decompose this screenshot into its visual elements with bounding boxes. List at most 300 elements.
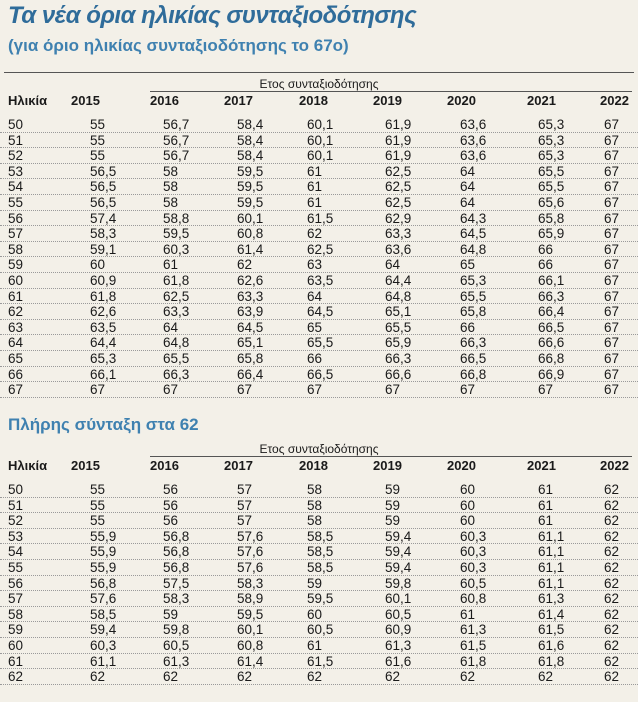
table-row — [0, 482, 638, 498]
table-cell: 60,1 — [237, 210, 264, 226]
column-header: 2016 — [150, 93, 179, 108]
table-cell: 57,6 — [237, 559, 264, 575]
row-age-cell: 60 — [8, 272, 24, 288]
table-row — [0, 242, 638, 258]
table-cell: 66 — [538, 257, 554, 273]
row-age-cell: 50 — [8, 117, 24, 132]
table-cell: 65,5 — [307, 335, 334, 351]
table-cell: 64 — [460, 163, 476, 179]
table-cell: 60,5 — [385, 606, 412, 622]
table-cell: 67 — [604, 179, 620, 195]
table-row — [0, 622, 638, 638]
table-row — [0, 576, 638, 592]
column-header: 2017 — [224, 458, 253, 473]
table-cell: 55,9 — [90, 528, 117, 544]
table-row — [0, 351, 638, 367]
table-cell: 56,7 — [163, 117, 190, 132]
table-cell: 67 — [163, 382, 179, 398]
table-cell: 56,7 — [163, 148, 190, 164]
table-cell: 58,5 — [307, 544, 334, 560]
table-cell: 62,5 — [163, 288, 190, 304]
table-cell: 59,5 — [237, 179, 264, 195]
table-cell: 57,6 — [237, 544, 264, 560]
page-title: Τα νέα όρια ηλικίας συνταξιοδότησης — [8, 2, 417, 29]
table-cell: 67 — [604, 335, 620, 351]
table-cell: 62 — [460, 669, 476, 685]
table-cell: 61 — [163, 257, 179, 273]
row-age-cell: 59 — [8, 622, 24, 638]
row-age-cell: 51 — [8, 497, 24, 513]
table-row — [0, 273, 638, 289]
table-cell: 64 — [385, 257, 401, 273]
table-cell: 64,5 — [460, 226, 487, 242]
table-cell: 66,6 — [385, 366, 412, 382]
table-cell: 62 — [604, 544, 620, 560]
row-age-cell: 54 — [8, 179, 24, 195]
table-cell: 64,8 — [460, 241, 487, 257]
row-age-cell: 53 — [8, 528, 24, 544]
table-cell: 67 — [604, 304, 620, 320]
table-cell: 62,9 — [385, 210, 412, 226]
table-cell: 61,1 — [90, 653, 117, 669]
table-cell: 62 — [604, 591, 620, 607]
table-cell: 62 — [604, 622, 620, 638]
table-cell: 61,3 — [163, 653, 190, 669]
table-cell: 62 — [90, 669, 106, 685]
table-cell: 66,5 — [538, 319, 565, 335]
table-cell: 58,3 — [90, 226, 117, 242]
table-cell: 67 — [307, 382, 323, 398]
table-cell: 62 — [604, 513, 620, 529]
table-cell: 60 — [460, 513, 476, 529]
table-cell: 62 — [604, 497, 620, 513]
table-cell: 66,3 — [538, 288, 565, 304]
table-row — [0, 638, 638, 654]
table-cell: 56 — [163, 513, 179, 529]
table-cell: 62 — [237, 669, 253, 685]
table-cell: 66,3 — [385, 350, 412, 366]
table1-caption-rule — [150, 91, 632, 92]
table-cell: 62,5 — [385, 179, 412, 195]
row-age-cell: 55 — [8, 194, 24, 210]
table-cell: 61,5 — [460, 637, 487, 653]
table-cell: 59,5 — [163, 226, 190, 242]
row-age-cell: 53 — [8, 163, 24, 179]
table2-header-row — [0, 458, 638, 474]
table-cell: 66,4 — [237, 366, 264, 382]
row-age-cell: 56 — [8, 575, 24, 591]
table-cell: 65 — [307, 319, 323, 335]
table-cell: 66,3 — [163, 366, 190, 382]
table-cell: 60,1 — [385, 591, 412, 607]
table-cell: 65,6 — [538, 194, 565, 210]
page-subtitle: (για όριο ηλικίας συνταξιοδότησης το 67ο) — [8, 36, 349, 55]
table-cell: 65,8 — [237, 350, 264, 366]
table1-header-row — [0, 93, 638, 109]
table1-caption: Ετος συνταξιοδότησης — [259, 77, 379, 91]
table-cell: 66 — [460, 319, 476, 335]
table-cell: 57,4 — [90, 210, 117, 226]
table-cell: 60,8 — [237, 226, 264, 242]
table-cell: 66,8 — [538, 350, 565, 366]
table-cell: 62 — [604, 528, 620, 544]
table-cell: 56,8 — [90, 575, 117, 591]
table-cell: 63,6 — [460, 132, 487, 148]
table-row — [0, 544, 638, 560]
table-cell: 59,4 — [90, 622, 117, 638]
table-cell: 63 — [307, 257, 323, 273]
table-cell: 67 — [604, 350, 620, 366]
table-cell: 59,4 — [385, 528, 412, 544]
table-cell: 57,6 — [237, 528, 264, 544]
table-row — [0, 669, 638, 685]
row-age-cell: 54 — [8, 544, 24, 560]
table-cell: 65,3 — [538, 148, 565, 164]
column-header: 2015 — [71, 93, 100, 108]
table-row — [0, 529, 638, 545]
table-cell: 60,1 — [307, 117, 334, 132]
table-cell: 60,9 — [385, 622, 412, 638]
table-cell: 59 — [385, 497, 401, 513]
table-cell: 64,5 — [307, 304, 334, 320]
table-cell: 67 — [604, 319, 620, 335]
table-cell: 61,4 — [538, 606, 565, 622]
row-age-cell: 60 — [8, 637, 24, 653]
table-row — [0, 257, 638, 273]
table-cell: 62 — [163, 669, 179, 685]
table-cell: 67 — [604, 117, 620, 132]
column-header: 2021 — [527, 458, 556, 473]
table-cell: 66,5 — [460, 350, 487, 366]
table-cell: 65,5 — [538, 179, 565, 195]
column-header: 2020 — [447, 458, 476, 473]
table-cell: 58,8 — [163, 210, 190, 226]
table-cell: 59 — [163, 606, 179, 622]
table-cell: 65,8 — [460, 304, 487, 320]
table-cell: 67 — [604, 272, 620, 288]
table-cell: 60,5 — [460, 575, 487, 591]
table2-body — [0, 482, 638, 685]
table-cell: 60,5 — [163, 637, 190, 653]
table-cell: 56 — [163, 497, 179, 513]
table-cell: 59,4 — [385, 544, 412, 560]
table-cell: 66 — [538, 241, 554, 257]
table-cell: 56 — [163, 482, 179, 497]
table-cell: 55 — [90, 117, 106, 132]
table2-caption-rule — [150, 456, 632, 457]
table2-caption: Ετος συνταξιοδότησης — [259, 442, 379, 456]
table-row — [0, 226, 638, 242]
table-cell: 60 — [460, 482, 476, 497]
table-cell: 65,9 — [385, 335, 412, 351]
table-cell: 64,4 — [385, 272, 412, 288]
table-cell: 67 — [460, 382, 476, 398]
table-cell: 58,4 — [237, 148, 264, 164]
table-cell: 58 — [163, 179, 179, 195]
table-cell: 60 — [460, 497, 476, 513]
table-row — [0, 195, 638, 211]
table-cell: 61,1 — [538, 544, 565, 560]
table-row — [0, 607, 638, 623]
table-row — [0, 382, 638, 398]
table-cell: 59,4 — [385, 559, 412, 575]
table-cell: 61,8 — [538, 653, 565, 669]
row-age-cell: 52 — [8, 513, 24, 529]
table-cell: 62 — [307, 226, 323, 242]
table-cell: 60,1 — [307, 132, 334, 148]
table-cell: 56,8 — [163, 544, 190, 560]
table-row — [0, 591, 638, 607]
table-cell: 56,7 — [163, 132, 190, 148]
row-age-cell: 55 — [8, 559, 24, 575]
table-cell: 63,5 — [307, 272, 334, 288]
table-cell: 65,5 — [385, 319, 412, 335]
table-cell: 59 — [307, 575, 323, 591]
table-cell: 66 — [307, 350, 323, 366]
column-header: 2019 — [373, 93, 402, 108]
table-cell: 64 — [460, 179, 476, 195]
table-cell: 58,4 — [237, 117, 264, 132]
table-cell: 59,8 — [385, 575, 412, 591]
table-cell: 59,5 — [237, 194, 264, 210]
table-cell: 67 — [604, 163, 620, 179]
row-age-cell: 50 — [8, 482, 24, 497]
column-header: 2018 — [299, 93, 328, 108]
table-row — [0, 320, 638, 336]
table-cell: 64,4 — [90, 335, 117, 351]
table-cell: 63,6 — [460, 148, 487, 164]
table-cell: 61,1 — [538, 528, 565, 544]
table-cell: 55 — [90, 132, 106, 148]
table-cell: 55 — [90, 482, 106, 497]
table-cell: 60,8 — [460, 591, 487, 607]
table-cell: 67 — [604, 241, 620, 257]
table-cell: 66,1 — [90, 366, 117, 382]
table-cell: 61,1 — [538, 559, 565, 575]
row-age-cell: 58 — [8, 606, 24, 622]
table-row — [0, 560, 638, 576]
table-cell: 63,5 — [90, 319, 117, 335]
table-cell: 65 — [460, 257, 476, 273]
row-age-cell: 67 — [8, 382, 24, 398]
table-cell: 62 — [604, 653, 620, 669]
column-header: Ηλικία — [8, 458, 48, 473]
table-cell: 67 — [604, 226, 620, 242]
table-cell: 63,3 — [385, 226, 412, 242]
table-cell: 56,5 — [90, 194, 117, 210]
table-cell: 60,3 — [460, 559, 487, 575]
table-cell: 62 — [604, 669, 620, 685]
table-cell: 67 — [604, 382, 620, 398]
table-cell: 60,9 — [90, 272, 117, 288]
table-cell: 62,5 — [307, 241, 334, 257]
table-cell: 61,6 — [538, 637, 565, 653]
row-age-cell: 63 — [8, 319, 24, 335]
table-cell: 61,4 — [237, 653, 264, 669]
table-row — [0, 211, 638, 227]
table-cell: 60,3 — [90, 637, 117, 653]
table-cell: 67 — [604, 366, 620, 382]
table-cell: 61,9 — [385, 148, 412, 164]
table-cell: 62,6 — [237, 272, 264, 288]
table-cell: 58,3 — [163, 591, 190, 607]
table-cell: 58,5 — [307, 528, 334, 544]
table-cell: 59,5 — [237, 163, 264, 179]
table-cell: 63,9 — [237, 304, 264, 320]
table-cell: 56,8 — [163, 528, 190, 544]
table-cell: 55 — [90, 148, 106, 164]
table-cell: 62,5 — [385, 163, 412, 179]
table-cell: 58,5 — [90, 606, 117, 622]
table-cell: 65,1 — [237, 335, 264, 351]
table-cell: 62,5 — [385, 194, 412, 210]
table-cell: 65,3 — [460, 272, 487, 288]
table-cell: 57 — [237, 497, 253, 513]
table-cell: 64,8 — [385, 288, 412, 304]
table-cell: 66,9 — [538, 366, 565, 382]
table-row — [0, 498, 638, 514]
table1-body — [0, 117, 638, 398]
table-cell: 56,5 — [90, 163, 117, 179]
table-cell: 59,5 — [237, 606, 264, 622]
table-row — [0, 335, 638, 351]
table-cell: 65,3 — [90, 350, 117, 366]
table-cell: 60,3 — [460, 528, 487, 544]
table-cell: 62 — [604, 559, 620, 575]
table-cell: 58 — [307, 513, 323, 529]
table-cell: 62 — [604, 575, 620, 591]
table-cell: 61,5 — [307, 653, 334, 669]
table-cell: 58 — [163, 163, 179, 179]
row-age-cell: 52 — [8, 148, 24, 164]
table-cell: 64 — [163, 319, 179, 335]
table-cell: 58 — [307, 482, 323, 497]
row-age-cell: 57 — [8, 591, 24, 607]
row-age-cell: 59 — [8, 257, 24, 273]
table-cell: 55,9 — [90, 559, 117, 575]
table-cell: 61,9 — [385, 117, 412, 132]
table-cell: 62 — [604, 606, 620, 622]
table-row — [0, 367, 638, 383]
table-cell: 62 — [385, 669, 401, 685]
table-cell: 62 — [237, 257, 253, 273]
table-row — [0, 513, 638, 529]
table-cell: 62 — [604, 637, 620, 653]
table-cell: 60,8 — [237, 637, 264, 653]
table-cell: 64,5 — [237, 319, 264, 335]
table-cell: 64 — [460, 194, 476, 210]
table-cell: 55 — [90, 497, 106, 513]
column-header: 2021 — [527, 93, 556, 108]
table-cell: 61,4 — [237, 241, 264, 257]
table-cell: 62 — [538, 669, 554, 685]
table-cell: 60,1 — [307, 148, 334, 164]
table-row — [0, 133, 638, 149]
table-cell: 63,6 — [385, 241, 412, 257]
table-cell: 65,1 — [385, 304, 412, 320]
table-cell: 61,6 — [385, 653, 412, 669]
table-cell: 63,3 — [237, 288, 264, 304]
row-age-cell: 61 — [8, 288, 24, 304]
table-cell: 65,5 — [163, 350, 190, 366]
table-cell: 61,3 — [538, 591, 565, 607]
table-cell: 66,1 — [538, 272, 565, 288]
table-cell: 67 — [604, 288, 620, 304]
table-cell: 58 — [307, 497, 323, 513]
column-header: 2017 — [224, 93, 253, 108]
table-cell: 55 — [90, 513, 106, 529]
row-age-cell: 62 — [8, 669, 24, 685]
table-row — [0, 164, 638, 180]
table-cell: 64,3 — [460, 210, 487, 226]
table-cell: 60,1 — [237, 622, 264, 638]
column-header: 2020 — [447, 93, 476, 108]
table-cell: 66,5 — [307, 366, 334, 382]
row-age-cell: 57 — [8, 226, 24, 242]
table-row — [0, 289, 638, 305]
table-cell: 67 — [604, 194, 620, 210]
table-cell: 61 — [307, 163, 323, 179]
table-cell: 58,5 — [307, 559, 334, 575]
table-row — [0, 117, 638, 133]
table-cell: 61,8 — [163, 272, 190, 288]
table-cell: 58,9 — [237, 591, 264, 607]
row-age-cell: 65 — [8, 350, 24, 366]
table-cell: 60,3 — [460, 544, 487, 560]
table-cell: 67 — [604, 148, 620, 164]
table-cell: 66,6 — [538, 335, 565, 351]
table-cell: 64 — [307, 288, 323, 304]
table-cell: 66,8 — [460, 366, 487, 382]
table-cell: 58 — [163, 194, 179, 210]
row-age-cell: 56 — [8, 210, 24, 226]
table-cell: 65,3 — [538, 132, 565, 148]
table-cell: 62 — [307, 669, 323, 685]
table-cell: 60,3 — [163, 241, 190, 257]
table-cell: 61 — [460, 606, 476, 622]
table-cell: 59,8 — [163, 622, 190, 638]
table-cell: 58,3 — [237, 575, 264, 591]
table-cell: 65,9 — [538, 226, 565, 242]
table-cell: 60 — [307, 606, 323, 622]
table-row — [0, 654, 638, 670]
table-cell: 60 — [90, 257, 106, 273]
column-header: 2019 — [373, 458, 402, 473]
table-cell: 55,9 — [90, 544, 117, 560]
table-cell: 56,5 — [90, 179, 117, 195]
table-cell: 61 — [538, 497, 554, 513]
table-cell: 61 — [307, 637, 323, 653]
table-cell: 57,5 — [163, 575, 190, 591]
table-cell: 57 — [237, 513, 253, 529]
table-cell: 64,8 — [163, 335, 190, 351]
table-cell: 67 — [604, 132, 620, 148]
column-header: 2022 — [600, 458, 629, 473]
table-cell: 61 — [538, 482, 554, 497]
row-age-cell: 62 — [8, 304, 24, 320]
table-cell: 67 — [538, 382, 554, 398]
table-cell: 61 — [538, 513, 554, 529]
table-cell: 59 — [385, 482, 401, 497]
column-header: 2015 — [71, 458, 100, 473]
table-cell: 59,1 — [90, 241, 117, 257]
row-age-cell: 51 — [8, 132, 24, 148]
table-row — [0, 148, 638, 164]
table-cell: 57 — [237, 482, 253, 497]
table-cell: 62,6 — [90, 304, 117, 320]
table-row — [0, 179, 638, 195]
table-cell: 62 — [604, 482, 620, 497]
